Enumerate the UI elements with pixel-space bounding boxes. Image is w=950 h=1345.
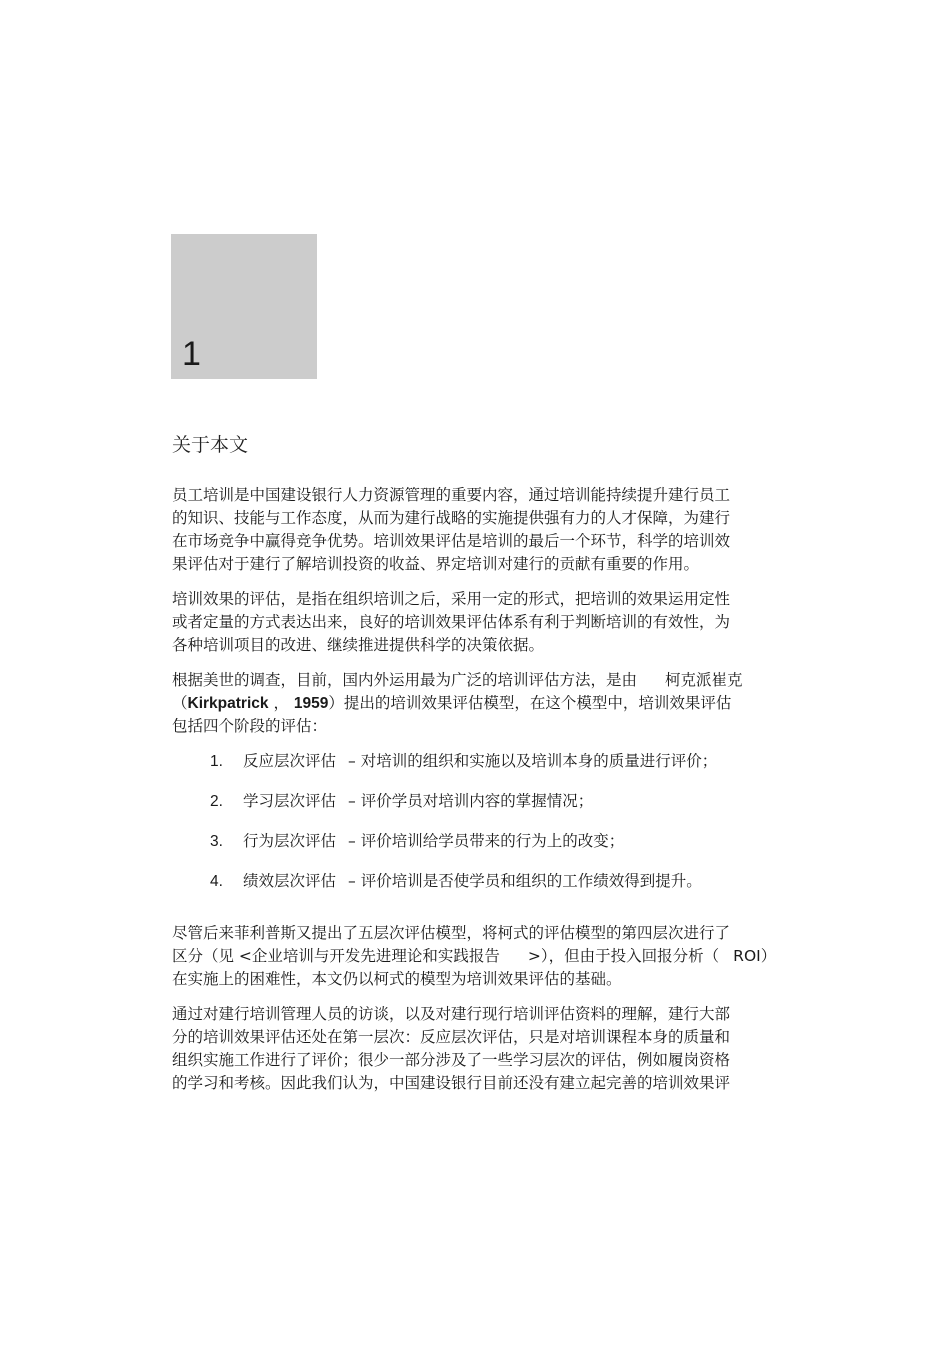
text-line: 各种培训项目的改进、继续推进提供科学的决策依据。 [172, 636, 545, 654]
text-line: 通过对建行培训管理人员的访谈，以及对建行现行培训评估资料的理解，建行大部 [172, 1005, 731, 1023]
paragraph-current-state [172, 1003, 852, 1095]
text-line [172, 669, 852, 692]
list-item [172, 790, 852, 830]
text-segment: 根据美世的调查，目前，国内外运用最为广泛的培训评估方法，是由 [172, 671, 638, 689]
paragraph-intro [172, 484, 852, 576]
text-line: 尽管后来菲利普斯又提出了五层次评估模型，将柯式的评估模型的第四层次进行了 [172, 924, 731, 942]
text-line: 或者定量的方式表达出来，良好的培训效果评估体系有利于判断培训的有效性，为 [172, 613, 731, 631]
stage-name: 行为层次评估 [243, 832, 337, 850]
kirkpatrick-name-en: Kirkpatrick [187, 695, 269, 712]
text-segment: ， [273, 694, 289, 712]
text-line: 培训效果的评估，是指在组织培训之后，采用一定的形式，把培训的效果运用定性 [172, 590, 731, 608]
stage-description: – 对培训的组织和实施以及培训本身的质量进行评价； [348, 752, 718, 770]
stage-name: 反应层次评估 [243, 752, 337, 770]
text-line: 员工培训是中国建设银行人力资源管理的重要内容，通过培训能持续提升建行员工 [172, 486, 731, 504]
text-line: 在实施上的困难性，本文仍以柯式的模型为培训效果评估的基础。 [172, 970, 622, 988]
list-item [172, 830, 852, 870]
stage-name: 学习层次评估 [243, 792, 337, 810]
roi-label: ROI） [733, 947, 777, 965]
text-line: 在市场竞争中赢得竞争优势。培训效果评估是培训的最后一个环节，科学的培训效 [172, 532, 731, 550]
chapter-number-box [171, 234, 317, 379]
list-item [172, 870, 852, 910]
stage-name: 绩效层次评估 [243, 872, 337, 890]
text-segment: >），但由于投入回报分析（ [527, 947, 720, 965]
paragraph-kirkpatrick [172, 669, 852, 738]
text-line: 分的培训效果评估还处在第一层次：反应层次评估，只是对培训课程本身的质量和 [172, 1028, 731, 1046]
text-line: 的学习和考核。因此我们认为，中国建设银行目前还没有建立起完善的培训效果评 [172, 1074, 731, 1092]
stage-description: – 评价培训给学员带来的行为上的改变； [348, 832, 625, 850]
text-line: 包括四个阶段的评估： [172, 717, 328, 735]
section-title: 关于本文 [172, 434, 249, 456]
chapter-number: 1 [182, 335, 201, 373]
list-item-number: 1. [210, 753, 223, 770]
stage-description: – 评价学员对培训内容的掌握情况； [348, 792, 594, 810]
kirkpatrick-year: 1959 [293, 695, 329, 712]
text-segment: （ [172, 694, 188, 712]
kirkpatrick-name-zh: 柯克派崔克 [665, 671, 743, 689]
paragraph-definition [172, 588, 852, 657]
text-line [172, 692, 852, 715]
list-item [172, 750, 852, 790]
evaluation-stages-list [172, 750, 852, 910]
text-segment: 区分（见 <企业培训与开发先进理论和实践报告 [172, 947, 500, 965]
document-body [172, 484, 852, 1107]
text-segment: ）提出的培训效果评估模型，在这个模型中，培训效果评估 [328, 694, 732, 712]
stage-description: – 评价培训是否使学员和组织的工作绩效得到提升。 [348, 872, 702, 890]
text-line: 果评估对于建行了解培训投资的收益、界定培训对建行的贡献有重要的作用。 [172, 555, 700, 573]
text-line: 的知识、技能与工作态度，从而为建行战略的实施提供强有力的人才保障，为建行 [172, 509, 731, 527]
list-item-number: 4. [210, 873, 223, 890]
text-line [172, 945, 852, 968]
list-item-number: 2. [210, 793, 223, 810]
list-item-number: 3. [210, 833, 223, 850]
paragraph-phillips [172, 922, 852, 991]
text-line: 组织实施工作进行了评价；很少一部分涉及了一些学习层次的评估，例如履岗资格 [172, 1051, 731, 1069]
